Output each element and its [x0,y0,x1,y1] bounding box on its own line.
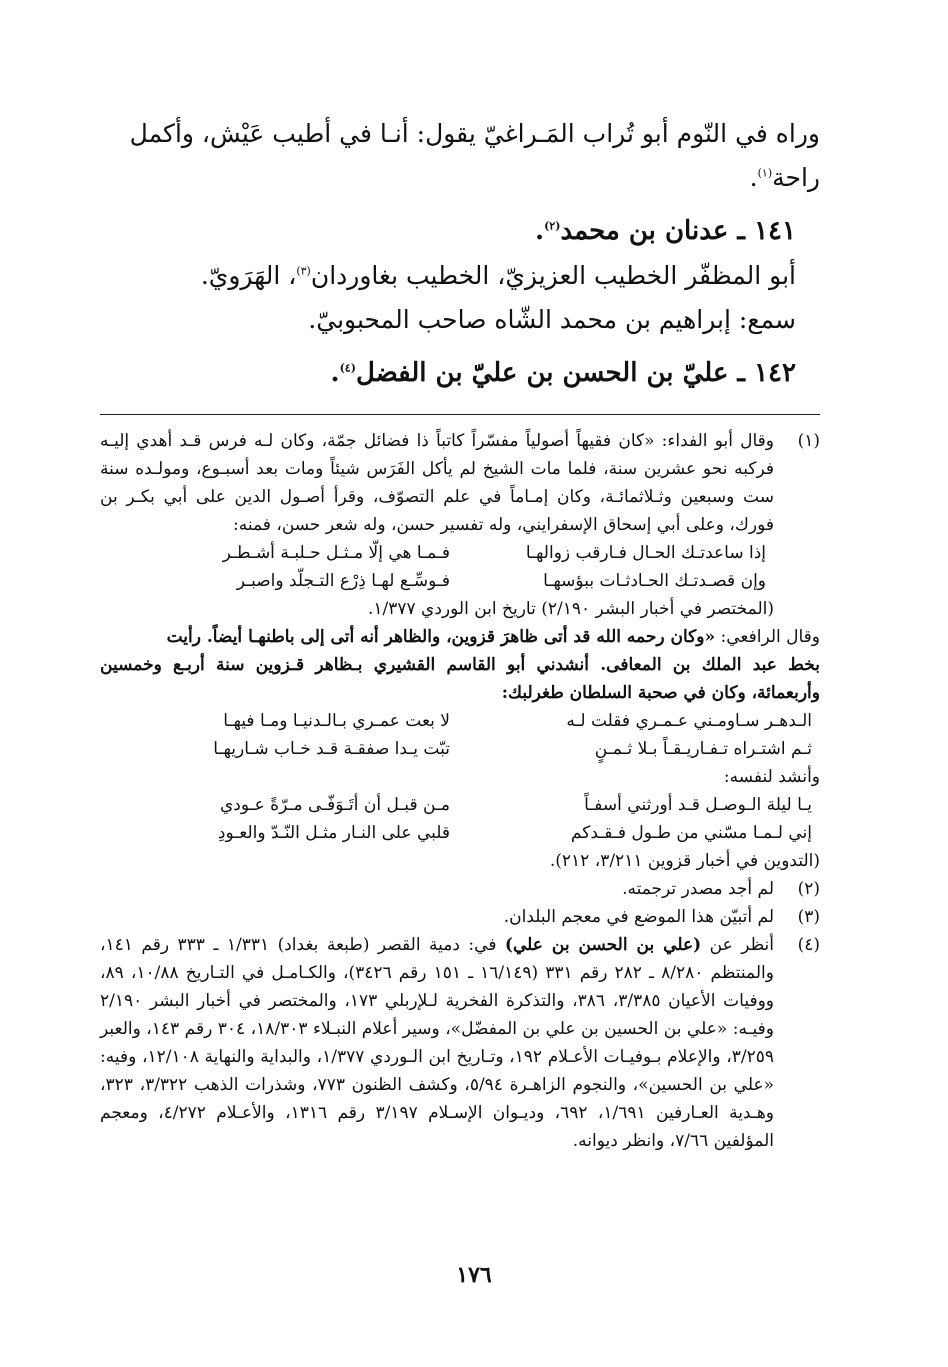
main-text [100,112,820,396]
footnote-divider [100,414,820,415]
entry-141-title: ١٤١ ـ عدنان بن محمد$^{(٢)}$. [535,216,796,246]
footnote-4 [100,931,820,1155]
entry-141-line: أبو المظفّر الخطيب العزيزيّ، الخطيب بغاوردان$^{(٣)}$، الهَرَويّ. [200,261,796,290]
footnotes [100,427,820,1155]
footnote-text: وقال الرافعي: «وكان رحمه الله قد أتى ظاهرَ قزوين، والظاهر أنه أتى إلى باطنهـا أيضاً. رأيت [166,627,820,647]
verse-line: ثـم اشتـراه تـفـاريـقـاً بـلا ثـمـنٍ تبّت يـدا صفقـة قـد خـاب شـاريهـا [213,739,812,759]
verse-line: إذا ساعدتـك الحـال فـارقب زوالهـا فـمـا هي إلّا مـثـل حـلبـة أشـطـر [222,543,766,563]
footnote-text: وقال أبو الفداء: «كان فقيهاً أصولياً مفسّراً كاتباً ذا فضائل جمّة، وكان لـه فرس قـد أهدي إليـه فركبه نحو عشرين سنة، فلما مات الشيخ لم يأكل الفَرَس شيئاً ومات بعد أسبـوع، ومولـده سنة ست وسبعين وثـلاثمائـة، وكان إمـاماً في علم التصوّف، وقرأ أصـول الدين على أبي بكـر بن فورك، وعلى أبي إسحاق الإسفرايني، وله تفسير حسن، وله شعر حسن، فمنه: [100,431,774,535]
verse-line: وإن قصـدتـك الحـادثـات ببؤسهـا فـوسِّـع لهـا ذِرْع التـجلّد واصبـر [236,571,766,591]
verse-line: إني لـمـا مسّني من طـول فـقـدكم قلبي على النـار مثـل النّـدّ والعـودِ [217,823,812,843]
verse-line: الـدهـر سـاومـني عـمـري فقلت لـه لا بعت عمـري بـالـدنيـا ومـا فيهـا [223,711,812,731]
footnote-number: (٣) [797,907,820,927]
footnote-1-continued [100,623,820,875]
entry-141-line: سمع: إبراهيم بن محمد الشّاه صاحب المحبوبيّ. [308,305,796,334]
text-line: وراه في النّوم أبو تُراب المَـراغيّ يقول: أنـا في أطيب عَيْش، وأكمل [129,119,820,148]
footnote-text: لم أجد مصدر ترجمته. [622,879,774,899]
footnote-ref[interactable]: (٢) [544,219,561,233]
footnote-number: (٢) [797,879,820,899]
footnote-text: أنظر عن (علي بن الحسن بن علي) في: دمية القصر (طبعة بغداد) ١/٣٣١ ـ ٣٣٣ رقم ١٤١، والمنتظم ٨/٢٨٠ ـ ٢٨٢ رقم ٣٣١ (١٦/١٤٩ ـ ١٥١ رقم ٣٤٢٦)، والكـامـل في التـاريخ ١٠/٨٨، ٨٩، ووفيات الأعيان ٣/٣٨٥، ٣٨٦، والتذكرة الفخرية لـلإربلي ١٧٣، والمختصر في أخبار البشر ٢/١٩٠ وفيـه: «علي بن الحسين بن علي بن المفضّل»، وسير أعلام النبـلاء ١٨/٣٠٣، ٣٠٤ رقم ١٤٣، والعبر ٣/٢٥٩، والإعلام بـوفيـات الأعـلام ١٩٢، وتـاريخ ابن الـوردي ١/٣٧٧، والبداية والنهاية ١٢/١٠٨، وفيه: «علي بن الحسين»، والنجوم الزاهـرة ٥/٩٤، وكشف الظنون ٧٧٣، وشذرات الذهب ٣/٣٢٢، ٣٢٣، وهـدية العـارفين ١/٦٩١، ٦٩٢، وديـوان الإسـلام ٣/١٩٧ رقم ١٣١٦، والأعـلام ٤/٢٧٢، ومعجم المؤلفين ٧/٦٦، وانظر ديوانه. [100,935,775,1151]
page-body [100,112,820,1155]
text-line: راحة$^{(١)}$. [749,163,820,192]
entry-142-title: ١٤٢ ـ عليّ بن الحسن بن عليّ بن الفضل$^{(٤)}$. [330,358,796,388]
page-number: ١٧٦ [456,1262,492,1288]
footnote-text: (التدوين في أخبار قزوين ٣/٢١١، ٢١٢). [549,851,820,871]
footnote-text: (المختصر في أخبار البشر ٢/١٩٠) تاريخ ابن الوردي ١/٣٧٧. [367,599,774,619]
footnote-number: (٤) [797,935,820,955]
footnote-2 [100,875,820,903]
footnote-text: بخط عبد الملك بن المعافى. أنشدني أبو القاسم القشيري بـظاهر قـزوين سنة أربـع وخمسين وأربعمائة، وكان في صحبة السلطان طغرلبك: [100,655,820,703]
footnote-3 [100,903,820,931]
footnote-ref[interactable]: (٤) [339,361,356,375]
footnote-text: وأنشد لنفسه: [723,767,820,787]
footnote-text: لم أتبيّن هذا الموضع في معجم البلدان. [503,907,774,927]
footnote-ref[interactable]: (١) [757,166,773,180]
footnote-ref[interactable]: (٣) [296,264,311,278]
footnote-number: (١) [797,431,820,451]
verse-line: يـا ليلة الـوصـل قـد أورثني أسفـاً مـن قبـل أن أتَـوَفّـى مـرّةً عـودي [219,795,812,815]
footnote-1 [100,427,820,623]
